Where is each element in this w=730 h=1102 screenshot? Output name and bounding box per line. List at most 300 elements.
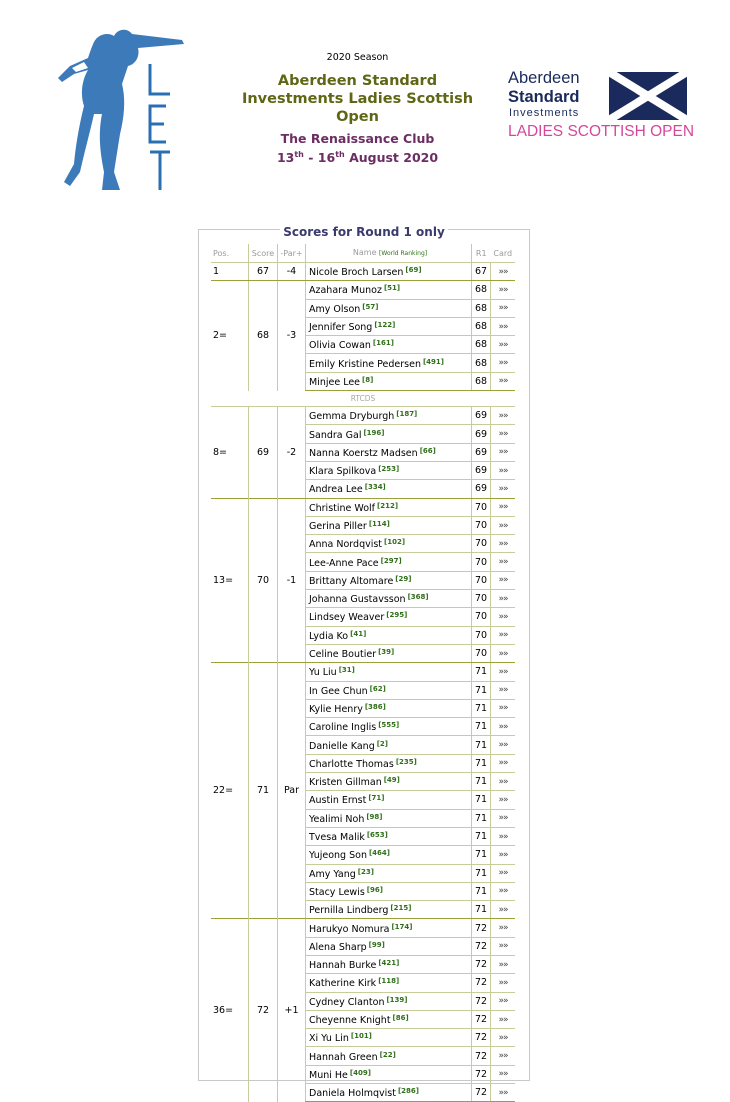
world-ranking: [98] xyxy=(366,812,383,821)
player-name: Charlotte Thomas xyxy=(309,758,394,770)
scorecard-link[interactable] xyxy=(491,773,516,791)
table-row xyxy=(211,498,515,516)
round1-score: 71 xyxy=(472,773,491,791)
round1-score: 68 xyxy=(472,336,491,354)
scorecard-link[interactable] xyxy=(491,571,516,589)
player-cell xyxy=(306,644,472,662)
position-cell: 8= xyxy=(213,446,228,458)
scorecard-link[interactable] xyxy=(491,535,516,553)
world-ranking: [62] xyxy=(369,684,386,693)
event-header xyxy=(225,52,490,165)
world-ranking: [57] xyxy=(362,302,379,311)
player-cell xyxy=(306,299,472,317)
player-cell xyxy=(306,317,472,335)
player-cell xyxy=(306,461,472,479)
date-separator: - xyxy=(303,150,318,166)
scorecard-link[interactable] xyxy=(491,791,516,809)
player-cell xyxy=(306,281,472,299)
player-name: Yu Liu xyxy=(309,667,337,679)
scorecard-link[interactable] xyxy=(491,608,516,626)
double-chevron-right-icon[interactable]: »» xyxy=(498,465,508,476)
scorecard-link[interactable] xyxy=(491,1084,516,1102)
world-ranking: [297] xyxy=(380,556,402,565)
double-chevron-right-icon[interactable]: »» xyxy=(498,538,508,549)
double-chevron-right-icon[interactable]: »» xyxy=(498,520,508,531)
round1-score: 70 xyxy=(472,590,491,608)
world-ranking: [653] xyxy=(366,831,388,840)
player-name: Caroline Inglis xyxy=(309,722,377,734)
double-chevron-right-icon[interactable]: »» xyxy=(498,1069,508,1080)
sponsor-logo xyxy=(505,68,695,146)
round1-score: 71 xyxy=(472,663,491,681)
round1-score: 72 xyxy=(472,937,491,955)
event-title: Aberdeen Standard Investments Ladies Scottish Open xyxy=(241,73,474,125)
world-ranking: [491] xyxy=(422,357,444,366)
round1-score: 71 xyxy=(472,699,491,717)
world-ranking: [409] xyxy=(349,1068,371,1077)
scores-body xyxy=(211,263,515,1102)
round1-score: 71 xyxy=(472,791,491,809)
player-cell xyxy=(306,498,472,516)
double-chevron-right-icon[interactable]: »» xyxy=(498,959,508,970)
scorecard-link[interactable] xyxy=(491,901,516,919)
player-name: Andrea Lee xyxy=(309,484,363,496)
scorecard-link[interactable] xyxy=(491,809,516,827)
player-cell xyxy=(306,1065,472,1083)
round1-score: 69 xyxy=(472,425,491,443)
scorecard-link[interactable] xyxy=(491,372,516,390)
round1-score: 72 xyxy=(472,1029,491,1047)
player-cell xyxy=(306,919,472,937)
player-cell xyxy=(306,354,472,372)
scorecard-link[interactable] xyxy=(491,919,516,937)
double-chevron-right-icon[interactable]: »» xyxy=(498,977,508,988)
world-ranking: [99] xyxy=(368,940,385,949)
player-name: Christine Wolf xyxy=(309,502,376,514)
round1-score: 71 xyxy=(472,736,491,754)
player-cell xyxy=(306,681,472,699)
player-name: In Gee Chun xyxy=(309,685,368,697)
double-chevron-right-icon[interactable]: »» xyxy=(498,703,508,714)
cut-line-label: RTCDS xyxy=(211,391,515,407)
scorecard-link[interactable] xyxy=(491,461,516,479)
round1-score: 71 xyxy=(472,681,491,699)
player-name: Xi Yu Lin xyxy=(309,1033,349,1045)
player-cell xyxy=(306,608,472,626)
world-ranking: [29] xyxy=(395,574,412,583)
cut-line-row xyxy=(211,391,515,407)
double-chevron-right-icon[interactable]: »» xyxy=(498,740,508,751)
to-par-cell: -1 xyxy=(278,498,306,663)
player-name: Minjee Lee xyxy=(309,376,361,388)
player-name: Pernilla Lindberg xyxy=(309,905,389,917)
player-name: Cheyenne Knight xyxy=(309,1015,391,1027)
world-ranking: [187] xyxy=(396,410,418,419)
player-cell xyxy=(306,846,472,864)
world-ranking: [139] xyxy=(386,995,408,1004)
player-name: Yujeong Son xyxy=(309,850,367,862)
scorecard-link[interactable] xyxy=(491,317,516,335)
player-cell xyxy=(306,955,472,973)
score-cell: 68 xyxy=(249,281,278,391)
player-cell xyxy=(306,1047,472,1065)
world-ranking: [49] xyxy=(383,776,400,785)
player-name: Alena Sharp xyxy=(309,941,367,953)
player-cell xyxy=(306,754,472,772)
round1-score: 69 xyxy=(472,443,491,461)
double-chevron-right-icon[interactable]: »» xyxy=(498,941,508,952)
player-name: Lindsey Weaver xyxy=(309,612,385,624)
round1-score: 72 xyxy=(472,955,491,973)
round1-score: 72 xyxy=(472,1047,491,1065)
let-logo xyxy=(54,22,194,194)
round1-score: 72 xyxy=(472,1065,491,1083)
double-chevron-right-icon[interactable]: »» xyxy=(498,321,508,332)
double-chevron-right-icon[interactable]: »» xyxy=(498,339,508,350)
scorecard-link[interactable] xyxy=(491,882,516,900)
round1-score: 70 xyxy=(472,498,491,516)
position-cell: 1 xyxy=(211,263,249,281)
round1-score: 68 xyxy=(472,299,491,317)
double-chevron-right-icon[interactable]: »» xyxy=(498,794,508,805)
score-cell: 72 xyxy=(249,919,278,1102)
table-row xyxy=(211,663,515,681)
double-chevron-right-icon[interactable]: »» xyxy=(498,429,508,440)
world-ranking: [23] xyxy=(357,867,374,876)
world-ranking: [386] xyxy=(364,702,386,711)
player-cell xyxy=(306,516,472,534)
score-cell: 67 xyxy=(249,263,278,281)
position-cell: 13= xyxy=(211,498,249,663)
col-card: Card xyxy=(491,244,516,263)
scorecard-link[interactable] xyxy=(491,299,516,317)
scorecard-link[interactable] xyxy=(491,1029,516,1047)
world-ranking: [2] xyxy=(376,739,389,748)
player-cell xyxy=(306,718,472,736)
scorecard-link[interactable] xyxy=(491,480,516,498)
player-name: Amy Yang xyxy=(309,868,356,880)
player-name: Olivia Cowan xyxy=(309,340,371,352)
scorecard-link[interactable] xyxy=(491,281,516,299)
double-chevron-right-icon[interactable]: »» xyxy=(498,831,508,842)
round1-score: 71 xyxy=(472,864,491,882)
sponsor-line-2: Standard xyxy=(508,88,580,106)
sponsor-line-1: Aberdeen xyxy=(508,69,580,87)
double-chevron-right-icon[interactable]: »» xyxy=(498,1014,508,1025)
world-ranking: [71] xyxy=(368,794,385,803)
table-row xyxy=(211,263,515,281)
world-ranking: [86] xyxy=(392,1014,409,1023)
player-cell xyxy=(306,553,472,571)
player-name: Harukyo Nomura xyxy=(309,923,390,935)
score-cell: 71 xyxy=(249,663,278,919)
world-ranking: [114] xyxy=(368,520,390,528)
round1-score: 69 xyxy=(472,407,491,425)
scorecard-link[interactable] xyxy=(491,974,516,992)
double-chevron-right-icon[interactable]: »» xyxy=(498,721,508,732)
to-par-cell: +1 xyxy=(278,919,306,1102)
player-cell xyxy=(306,791,472,809)
world-ranking: [334] xyxy=(364,483,386,492)
player-name: Anna Nordqvist xyxy=(309,539,383,551)
world-ranking: [22] xyxy=(379,1050,396,1059)
player-name: Kylie Henry xyxy=(309,703,363,715)
scorecard-link[interactable] xyxy=(491,827,516,845)
player-name: Cydney Clanton xyxy=(309,996,385,1008)
player-name: Kristen Gillman xyxy=(309,777,382,789)
round1-score: 71 xyxy=(472,901,491,919)
double-chevron-right-icon[interactable]: »» xyxy=(498,685,508,696)
player-cell xyxy=(306,736,472,754)
player-name: Danielle Kang xyxy=(309,740,375,752)
double-chevron-right-icon[interactable]: »» xyxy=(498,483,508,494)
player-cell xyxy=(306,992,472,1010)
double-chevron-right-icon[interactable]: »» xyxy=(498,758,508,769)
player-cell xyxy=(306,372,472,390)
scorecard-link[interactable] xyxy=(491,992,516,1010)
double-chevron-right-icon[interactable]: »» xyxy=(498,376,508,387)
round1-score: 71 xyxy=(472,882,491,900)
panel-title: Scores for Round 1 only xyxy=(280,225,448,239)
position-cell: 22= xyxy=(211,663,249,919)
player-cell xyxy=(306,663,472,681)
table-row xyxy=(211,407,515,425)
player-cell xyxy=(306,1029,472,1047)
world-ranking: [196] xyxy=(363,428,385,437)
scorecard-link[interactable] xyxy=(491,846,516,864)
date-end-suffix: th xyxy=(335,150,345,159)
col-par: -Par+ xyxy=(278,244,306,263)
double-chevron-right-icon[interactable]: »» xyxy=(498,593,508,604)
scorecard-link[interactable] xyxy=(491,1065,516,1083)
scorecard-link[interactable] xyxy=(491,553,516,571)
player-cell xyxy=(306,626,472,644)
to-par-cell: -3 xyxy=(278,281,306,391)
to-par-cell: Par xyxy=(278,663,306,919)
round1-score: 70 xyxy=(472,571,491,589)
round1-score: 70 xyxy=(472,553,491,571)
world-ranking: [368] xyxy=(407,593,429,602)
player-name: Yealimi Noh xyxy=(309,813,365,825)
player-cell xyxy=(306,1084,472,1102)
world-ranking: [118] xyxy=(378,977,400,986)
player-cell xyxy=(306,571,472,589)
player-cell xyxy=(306,535,472,553)
round1-score: 70 xyxy=(472,608,491,626)
double-chevron-right-icon[interactable]: »» xyxy=(498,1032,508,1043)
round1-score: 68 xyxy=(472,372,491,390)
double-chevron-right-icon[interactable]: »» xyxy=(498,410,508,421)
double-chevron-right-icon[interactable]: »» xyxy=(498,904,508,915)
player-name: Jennifer Song xyxy=(309,322,373,334)
scorecard-link[interactable] xyxy=(491,425,516,443)
double-chevron-right-icon[interactable]: »» xyxy=(498,266,508,277)
scorecard-link[interactable] xyxy=(491,718,516,736)
world-ranking: [555] xyxy=(378,721,400,730)
world-ranking: [66] xyxy=(419,446,436,455)
player-cell xyxy=(306,699,472,717)
scorecard-link[interactable] xyxy=(491,516,516,534)
to-par-cell: -2 xyxy=(278,407,306,498)
double-chevron-right-icon[interactable]: »» xyxy=(498,1087,508,1098)
round1-score: 72 xyxy=(472,974,491,992)
scorecard-link[interactable] xyxy=(491,644,516,662)
player-name: Hannah Green xyxy=(309,1051,378,1063)
player-name: Amy Olson xyxy=(309,303,361,315)
round1-score: 68 xyxy=(472,317,491,335)
scorecard-link[interactable] xyxy=(491,955,516,973)
round1-score: 68 xyxy=(472,281,491,299)
player-name: Emily Kristine Pedersen xyxy=(309,358,421,370)
double-chevron-right-icon[interactable]: »» xyxy=(498,611,508,622)
scorecard-link[interactable] xyxy=(491,1047,516,1065)
double-chevron-right-icon[interactable]: »» xyxy=(498,923,508,934)
double-chevron-right-icon[interactable]: »» xyxy=(498,1051,508,1062)
venue: The Renaissance Club xyxy=(280,131,435,146)
scorecard-link[interactable] xyxy=(491,937,516,955)
scorecard-link[interactable] xyxy=(491,1010,516,1028)
col-name-label: Name xyxy=(352,248,377,257)
scores-table xyxy=(211,244,515,1102)
player-cell xyxy=(306,425,472,443)
score-cell: 70 xyxy=(249,498,278,663)
player-name: Celine Boutier xyxy=(309,649,377,661)
world-ranking: [253] xyxy=(378,465,400,474)
double-chevron-right-icon[interactable]: »» xyxy=(498,666,508,677)
player-name: Klara Spilkova xyxy=(309,466,377,478)
double-chevron-right-icon[interactable]: »» xyxy=(498,630,508,641)
season-label: 2020 Season xyxy=(326,52,389,63)
player-name: Muni He xyxy=(309,1069,348,1081)
world-ranking: [39] xyxy=(378,648,395,657)
player-cell xyxy=(306,809,472,827)
col-r1: R1 xyxy=(472,244,491,263)
world-ranking: [215] xyxy=(390,904,412,913)
world-ranking: [295] xyxy=(386,611,408,620)
scorecard-link[interactable] xyxy=(491,263,516,281)
table-row xyxy=(211,281,515,299)
double-chevron-right-icon[interactable]: »» xyxy=(498,575,508,586)
player-name: Lydia Ko xyxy=(309,630,349,642)
player-cell xyxy=(306,590,472,608)
round1-score: 70 xyxy=(472,535,491,553)
scorecard-link[interactable] xyxy=(491,443,516,461)
world-ranking: [101] xyxy=(350,1032,372,1041)
round1-score: 67 xyxy=(472,263,491,281)
saltire-flag-icon xyxy=(609,72,687,120)
round1-score: 71 xyxy=(472,846,491,864)
double-chevron-right-icon[interactable]: »» xyxy=(498,358,508,369)
player-name: Austin Ernst xyxy=(309,795,367,807)
scorecard-link[interactable] xyxy=(491,663,516,681)
world-ranking: [96] xyxy=(366,885,383,894)
round1-score: 71 xyxy=(472,809,491,827)
scorecard-link[interactable] xyxy=(491,864,516,882)
scorecard-link[interactable] xyxy=(491,498,516,516)
player-cell xyxy=(306,937,472,955)
world-ranking: [212] xyxy=(377,501,399,510)
player-cell xyxy=(306,864,472,882)
player-cell xyxy=(306,336,472,354)
col-score: Score xyxy=(249,244,278,263)
scorecard-link[interactable] xyxy=(491,590,516,608)
score-cell: 69 xyxy=(249,407,278,498)
player-name: Gemma Dryburgh xyxy=(309,411,395,423)
player-name: Nicole Broch Larsen xyxy=(309,267,404,279)
double-chevron-right-icon[interactable]: »» xyxy=(498,868,508,879)
double-chevron-right-icon[interactable]: »» xyxy=(498,557,508,568)
player-name: Hannah Burke xyxy=(309,960,377,972)
position-cell: 2= xyxy=(211,281,249,391)
round1-score: 70 xyxy=(472,644,491,662)
double-chevron-right-icon[interactable]: »» xyxy=(498,284,508,295)
world-ranking: [8] xyxy=(362,375,374,384)
round1-score: 69 xyxy=(472,480,491,498)
world-ranking: [41] xyxy=(350,629,367,638)
double-chevron-right-icon[interactable]: »» xyxy=(498,447,508,458)
player-cell xyxy=(306,263,472,281)
col-pos: Pos. xyxy=(211,244,249,263)
player-name: Sandra Gal xyxy=(309,429,362,441)
round1-score: 72 xyxy=(472,1010,491,1028)
player-name: Katherine Kirk xyxy=(309,978,377,990)
round1-score: 72 xyxy=(472,992,491,1010)
player-cell xyxy=(306,407,472,425)
world-ranking: [102] xyxy=(384,538,406,547)
scorecard-link[interactable] xyxy=(491,407,516,425)
player-name: Gerina Piller xyxy=(309,521,367,532)
player-name: Azahara Munoz xyxy=(309,285,382,297)
scorecard-link[interactable] xyxy=(491,681,516,699)
position-cell: 36= xyxy=(211,919,249,1102)
player-cell xyxy=(306,974,472,992)
double-chevron-right-icon[interactable]: »» xyxy=(498,886,508,897)
round1-score: 71 xyxy=(472,827,491,845)
scorecard-link[interactable] xyxy=(491,699,516,717)
date-start: 13 xyxy=(276,150,295,166)
round1-score: 70 xyxy=(472,516,491,534)
scorecard-link[interactable] xyxy=(491,626,516,644)
round1-score: 71 xyxy=(472,718,491,736)
world-ranking: [286] xyxy=(397,1087,419,1096)
double-chevron-right-icon[interactable]: »» xyxy=(498,303,508,314)
event-dates xyxy=(225,150,490,165)
world-ranking: [122] xyxy=(374,321,396,330)
world-ranking: [464] xyxy=(368,849,390,858)
world-ranking: [174] xyxy=(391,922,413,931)
date-end: 16 xyxy=(317,150,336,166)
double-chevron-right-icon[interactable]: »» xyxy=(498,849,508,860)
double-chevron-right-icon[interactable]: »» xyxy=(498,648,508,659)
sponsor-line-3: Investments xyxy=(509,107,580,119)
scorecard-link[interactable] xyxy=(491,354,516,372)
round1-score: 68 xyxy=(472,354,491,372)
player-cell xyxy=(306,480,472,498)
round1-score: 71 xyxy=(472,754,491,772)
world-ranking: [235] xyxy=(395,757,417,766)
double-chevron-right-icon[interactable]: »» xyxy=(498,776,508,787)
date-start-suffix: th xyxy=(294,150,304,159)
double-chevron-right-icon[interactable]: »» xyxy=(498,813,508,824)
player-cell xyxy=(306,901,472,919)
round1-score: 69 xyxy=(472,461,491,479)
scorecard-link[interactable] xyxy=(491,736,516,754)
world-ranking: [51] xyxy=(383,284,401,293)
double-chevron-right-icon[interactable]: »» xyxy=(498,502,508,513)
scorecard-link[interactable] xyxy=(491,336,516,354)
double-chevron-right-icon[interactable]: »» xyxy=(498,996,508,1007)
scorecard-link[interactable] xyxy=(491,754,516,772)
